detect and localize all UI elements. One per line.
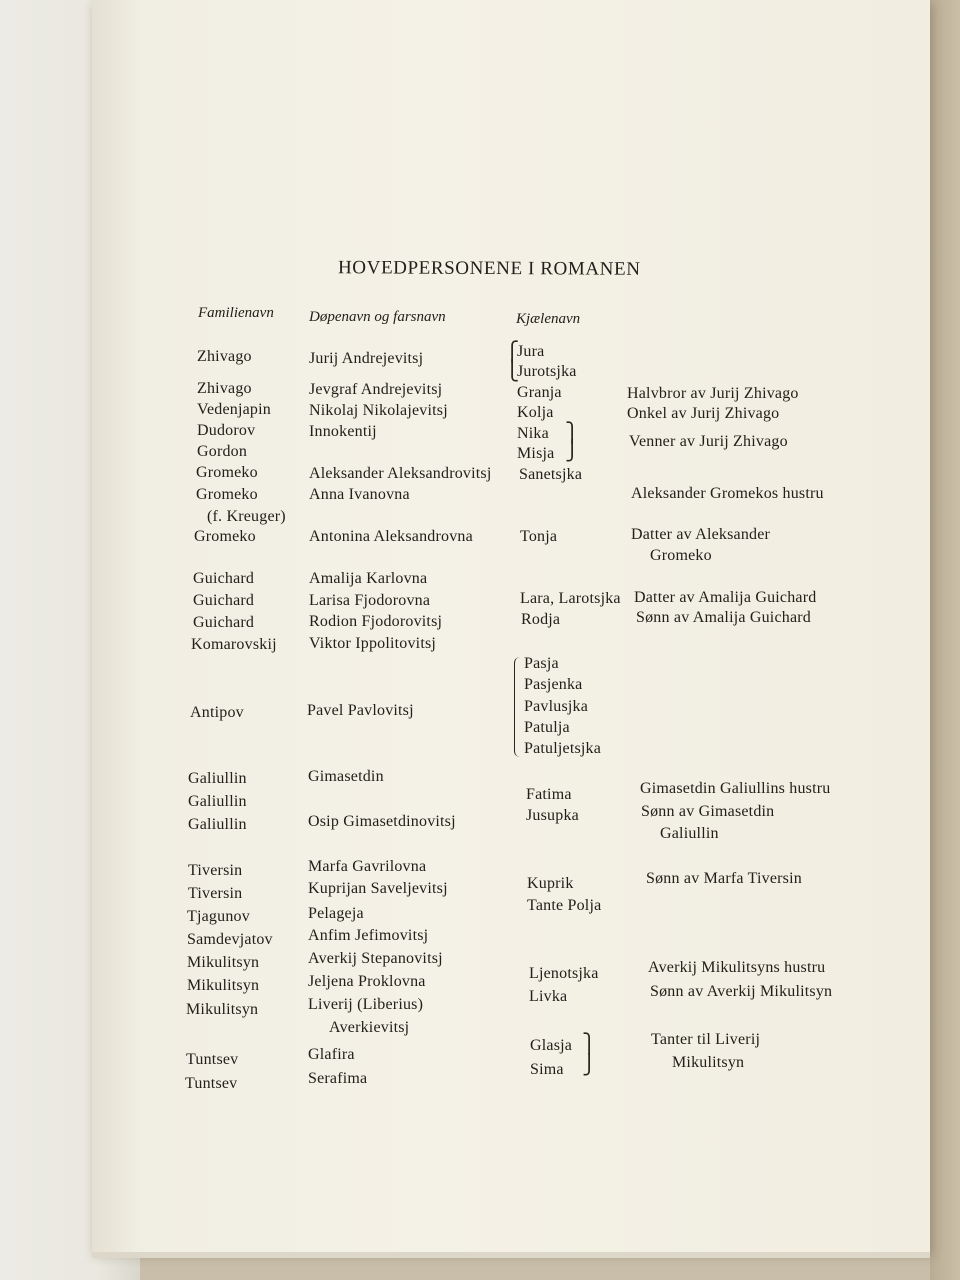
brace-right: ⎭ [582, 1055, 597, 1076]
cell-family: (f. Kreuger) [207, 508, 286, 525]
cell-given: Liverij (Liberius) [308, 996, 424, 1013]
cell-note: Gromeko [650, 547, 712, 564]
cell-given: Jevgraf Andrejevitsj [309, 381, 443, 398]
cell-pet: Nika [517, 425, 549, 442]
cell-family: Galiullin [188, 793, 247, 810]
cell-given: Aleksander Aleksandrovitsj [309, 465, 492, 482]
cell-family: Galiullin [188, 816, 247, 833]
cell-family: Zhivago [197, 380, 252, 397]
cell-family: Vedenjapin [197, 401, 271, 418]
cell-note: Venner av Jurij Zhivago [629, 433, 788, 450]
cell-pet: Jurotsjka [517, 363, 577, 380]
cell-family: Mikulitsyn [186, 1001, 259, 1018]
cell-family: Komarovskij [191, 636, 277, 653]
cell-pet: Tante Polja [527, 897, 602, 914]
cell-given: Averkievitsj [329, 1019, 410, 1036]
cell-family: Gromeko [196, 486, 258, 503]
cell-family: Tuntsev [186, 1051, 239, 1068]
cell-note: Sønn av Marfa Tiversin [646, 870, 802, 887]
page-edge [92, 1252, 930, 1258]
cell-given: Antonina Aleksandrovna [309, 528, 473, 545]
cell-pet: Kuprik [527, 875, 574, 892]
cell-given: Osip Gimasetdinovitsj [308, 813, 456, 830]
cell-pet: Patuljetsjka [524, 740, 602, 757]
cell-note: Averkij Mikulitsyns hustru [648, 959, 826, 976]
cell-family: Guichard [193, 592, 255, 609]
cell-family: Tuntsev [185, 1075, 238, 1092]
cell-pet: Pasjenka [524, 676, 583, 693]
cell-family: Guichard [193, 614, 255, 631]
cell-pet: Sima [530, 1061, 564, 1078]
cell-given: Anfim Jefimovitsj [308, 927, 429, 944]
cell-pet: Pasja [524, 655, 559, 672]
cell-note: Galiullin [660, 825, 719, 842]
brace-right: ⎭ [565, 441, 580, 462]
cell-given: Marfa Gavrilovna [308, 858, 427, 875]
cell-family: Zhivago [197, 348, 252, 365]
cell-pet: Jusupka [526, 807, 579, 824]
cell-family: Gordon [197, 443, 248, 460]
cell-given: Larisa Fjodorovna [309, 592, 431, 609]
cell-family: Guichard [193, 570, 255, 587]
header-family-name: Familienavn [198, 305, 274, 321]
cell-family: Tiversin [188, 885, 243, 902]
cell-note: Tanter til Liverij [651, 1031, 761, 1048]
cell-pet: Glasja [530, 1037, 573, 1054]
cell-given: Nikolaj Nikolajevitsj [309, 402, 448, 419]
table-surface [930, 0, 960, 1280]
cell-given: Jeljena Proklovna [308, 973, 426, 990]
cell-family: Samdevjatov [187, 931, 273, 948]
cell-given: Kuprijan Saveljevitsj [308, 880, 448, 897]
brace-left: ⎩ [505, 361, 520, 382]
cell-family: Mikulitsyn [187, 977, 260, 994]
cell-pet: Sanetsjka [519, 466, 583, 483]
cell-pet: Misja [517, 445, 555, 462]
brace-right: ⎫ [582, 1034, 597, 1055]
cell-given: Jurij Andrejevitsj [309, 350, 424, 367]
cell-given: Glafira [308, 1046, 355, 1063]
cell-given: Serafima [308, 1070, 368, 1087]
cell-given: Averkij Stepanovitsj [308, 950, 443, 967]
cell-note: Gimasetdin Galiullins hustru [640, 780, 831, 797]
cell-given: Pelageja [308, 905, 364, 922]
brace-left: ⎧ [505, 342, 520, 363]
cell-given: Innokentij [309, 423, 377, 440]
cell-given: Anna Ivanovna [309, 486, 410, 503]
cell-note: Mikulitsyn [672, 1054, 745, 1071]
cell-family: Dudorov [197, 422, 256, 439]
header-given-name: Døpenavn og farsnavn [309, 309, 446, 325]
cell-pet: Tonja [520, 528, 558, 545]
cell-given: Amalija Karlovna [309, 570, 428, 587]
cell-note: Halvbror av Jurij Zhivago [627, 385, 799, 402]
cell-note: Aleksander Gromekos hustru [631, 485, 824, 502]
cell-pet: Fatima [526, 786, 572, 803]
cell-family: Gromeko [194, 528, 256, 545]
brace-right: ⎫ [565, 423, 580, 444]
cell-given: Rodion Fjodorovitsj [309, 613, 443, 630]
header-pet-name: Kjælenavn [516, 311, 581, 327]
cell-note: Sønn av Amalija Guichard [636, 609, 811, 626]
cell-pet: Ljenotsjka [529, 965, 599, 982]
cell-note: Datter av Aleksander [631, 526, 771, 543]
cell-note: Onkel av Jurij Zhivago [627, 405, 780, 422]
cell-pet: Patulja [524, 719, 570, 736]
cell-pet: Pavlusjka [524, 698, 589, 715]
cell-family: Mikulitsyn [187, 954, 260, 971]
cell-pet: Jura [517, 343, 545, 360]
cell-pet: Rodja [521, 611, 561, 628]
cell-family: Tiversin [188, 862, 243, 879]
cell-pet: Granja [517, 384, 562, 401]
cell-family: Antipov [190, 704, 244, 721]
cell-pet: Kolja [517, 404, 554, 421]
page-title: HOVEDPERSONENE I ROMANEN [337, 257, 641, 280]
cell-note: Sønn av Gimasetdin [641, 803, 775, 820]
brace-left [514, 657, 521, 757]
cell-given: Gimasetdin [308, 768, 384, 785]
cell-pet: Lara, Larotsjka [520, 590, 621, 607]
cell-note: Datter av Amalija Guichard [634, 589, 817, 606]
cell-note: Sønn av Averkij Mikulitsyn [650, 983, 833, 1000]
cell-family: Gromeko [196, 464, 258, 481]
cell-given: Pavel Pavlovitsj [307, 702, 414, 719]
cell-family: Tjagunov [187, 908, 250, 925]
cell-given: Viktor Ippolitovitsj [309, 635, 437, 652]
cell-pet: Livka [529, 988, 568, 1005]
cell-family: Galiullin [188, 770, 247, 787]
